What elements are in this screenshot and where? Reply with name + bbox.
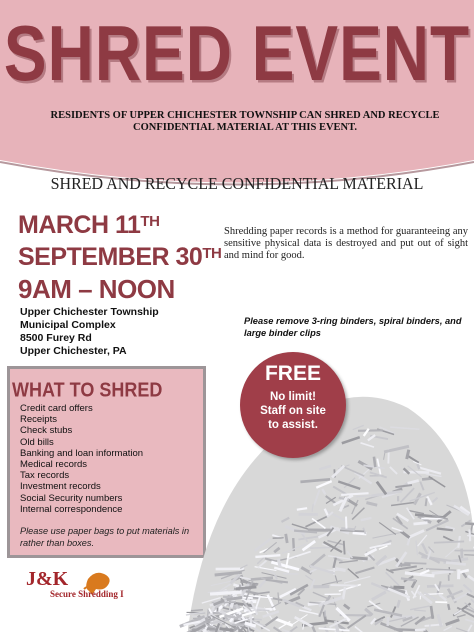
paper-strip <box>236 587 257 589</box>
event-address <box>20 306 159 358</box>
event-title: SHRED EVENT <box>3 9 471 97</box>
free-badge-line-2: Staff on site <box>260 405 326 417</box>
paper-strip <box>297 508 307 509</box>
paper-strip <box>426 498 427 506</box>
free-badge-details <box>248 390 338 432</box>
logo-mark: J&K <box>26 568 69 590</box>
address-line-4: Upper Chichester, PA <box>20 345 127 357</box>
paper-strip <box>255 610 270 611</box>
paper-strip <box>232 625 245 626</box>
address-line-2: Municipal Complex <box>20 319 116 331</box>
list-item: Receipts <box>20 414 57 426</box>
what-to-shred-heading: WHAT TO SHRED <box>12 378 163 401</box>
list-item: Medical records <box>20 459 88 471</box>
paper-strip <box>465 523 474 524</box>
event-subtitle: SHRED AND RECYCLE CONFIDENTIAL MATERIAL <box>50 175 424 194</box>
logo-text: Secure Shredding I <box>50 589 124 599</box>
binder-removal-note: Please remove 3-ring binders, spiral binders, and large binder clips <box>244 316 462 338</box>
residents-notice: RESIDENTS OF UPPER CHICHESTER TOWNSHIP CAN SHRED AND RECYCLE CONFIDENTIAL MATERIAL AT THIS EVENT. <box>50 110 440 133</box>
paper-strip <box>431 606 433 619</box>
date-march <box>18 212 159 238</box>
date-march-text: MARCH 11 <box>18 211 141 239</box>
list-item: Old bills <box>20 436 54 448</box>
paper-strip <box>374 457 375 467</box>
paper-strip <box>224 616 235 617</box>
address-line-1: Upper Chichester Township <box>20 306 159 318</box>
shred-items-list <box>20 403 143 515</box>
list-item: Internal correspondence <box>20 503 123 515</box>
paper-strip <box>191 610 203 611</box>
free-badge-title: FREE <box>264 362 321 385</box>
paper-strip <box>210 592 241 594</box>
free-badge-line-3: to assist. <box>268 419 318 431</box>
date-september-suffix: TH <box>202 245 222 262</box>
paper-strip <box>413 523 427 524</box>
paper-strip <box>278 559 280 568</box>
paper-strip <box>344 541 345 555</box>
paper-strip <box>336 569 346 571</box>
list-item: Banking and loan information <box>20 447 144 459</box>
paper-strip <box>220 629 234 631</box>
paper-strip <box>350 558 367 559</box>
date-march-suffix: TH <box>140 213 160 230</box>
list-item: Social Security numbers <box>20 492 123 504</box>
shredding-description: Shredding paper records is a method for guaranteeing any sensitive physical data is destroyed and put out of sight and mind for good. <box>224 226 468 261</box>
paper-strip <box>415 629 426 630</box>
address-line-3: 8500 Furey Rd <box>20 332 92 344</box>
paper-strip <box>470 529 471 541</box>
paper-strip <box>448 604 449 610</box>
paper-strip <box>407 450 409 459</box>
paper-strip <box>330 585 357 586</box>
event-time: 9AM – NOON <box>18 274 175 304</box>
list-item: Investment records <box>20 481 101 493</box>
paper-strip <box>341 528 354 529</box>
list-item: Credit card offers <box>20 403 93 414</box>
date-september <box>18 244 221 270</box>
list-item: Check stubs <box>20 425 73 437</box>
free-badge-line-1: No limit! <box>270 391 316 403</box>
paper-bag-note: Please use paper bags to put materials in rather than boxes. <box>20 526 190 548</box>
list-item: Tax records <box>20 470 70 482</box>
paper-strip <box>286 534 287 543</box>
date-september-text: SEPTEMBER 30 <box>18 243 203 271</box>
